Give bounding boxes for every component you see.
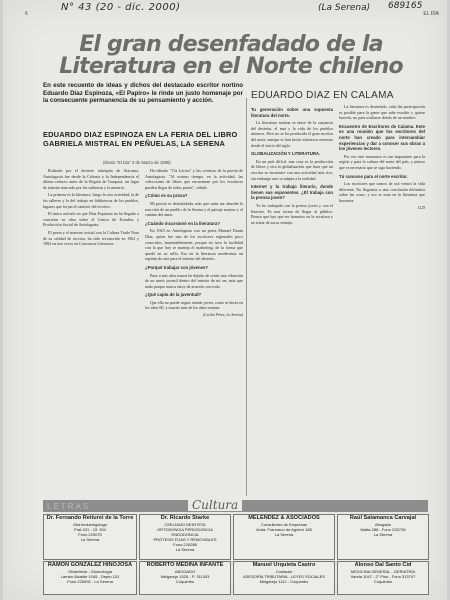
newspaper-page [3, 0, 447, 600]
ad-name: Dr. Fernando Reiturei de la Torre [46, 515, 134, 521]
ads-section-header [43, 500, 428, 512]
classified-ad [43, 514, 137, 560]
ad-line: Varela 1047 - 2° Piso - Fono 313707 [350, 574, 416, 579]
ad-line: Prat 431 - Of. 304 [74, 527, 106, 532]
ad-line: La Serena [80, 537, 100, 542]
ad-line: Melgarejo 1525 - F: 311303 [160, 574, 210, 579]
classified-ad [337, 561, 429, 595]
ad-line: Melgarejo 1112 - Coquimbo [259, 579, 309, 584]
paragraph: Pues a mis años nunca he dejado de sentir una vibración de un sentir juvenil dentro del interior de mi ser, más que nada porque nunca estoy de acuerdo con todo. [145, 272, 243, 289]
column-divider [246, 98, 247, 496]
byline: (Cecilia Pérez, La Serena) [202, 313, 243, 318]
ads-section-label: Cultura [188, 499, 242, 511]
article-column-2 [145, 168, 243, 494]
ad-name: Dr. Ricardo Starke [160, 515, 210, 521]
paragraph: Rodeado por el desierto inhóspito de Atacama, Antofagasta fue desde la Colonia y la Independencia el último reducto antes de la Región de Tarapacá, un lugar de tránsito marcado por las salitreras y la minería. [43, 168, 139, 190]
ad-line: La Serena [373, 532, 393, 537]
classified-ad [139, 561, 231, 595]
ad-name: ROBERTO MEDINA INFANTE [146, 562, 224, 568]
classified-ad [337, 514, 429, 560]
ad-name: RAMÓN GONZÁLEZ HINOJOSA [47, 562, 133, 568]
paragraph: Ha editado "Vía Láctea" y las crónicas de la poesía de Antofagasta. "Al mismo tiempo, en la actividad, las colecciones de libros que encuentran por los escritores pueden llegar de todas partes", señaló. [145, 168, 243, 190]
ad-line: Fono 226592 - La Serena [67, 579, 113, 584]
box-subtitle: (Diario "El Día" 2 de Marzo de 1998) [103, 160, 171, 165]
classified-ad [233, 514, 335, 560]
paragraph: Mi poesía es desenfadada, más que nada me absorbe la reacción de un pueblo de la Serena y el paisaje marino y el camino del amor. [145, 200, 243, 218]
side-heading: EDUARDO DIAZ EN CALAMA [251, 90, 394, 101]
ad-line: ORTODONCIA PERIODONCIA [157, 527, 213, 532]
question: Internet y la trabajo literario, donde tienen sus exponentes. ¿Él trabaja con la prensa joven? [251, 184, 333, 201]
article-column-3 [251, 104, 333, 496]
paragraph: La primera es la literatura, luego la otra actividad, la de los talleres y la del trabajo en bibliotecas de los pueblos, lugares que forjan el carácter del escritor. [43, 192, 139, 209]
ad-line: PRÓTESIS FIJAS Y REMOVIBLES [153, 537, 217, 542]
ad-name: Alonso Dal Santo Cid [354, 562, 412, 568]
ad-line: Abogado [374, 522, 391, 527]
classified-ad [43, 561, 137, 595]
ad-line: Otorrinolaringólogo [72, 522, 108, 527]
paragraph: Que ella no puede seguir siendo joven, como se decía en los años 60, y mucho más de los años sesenta. [145, 299, 243, 311]
section-heading: GLOBALIZACIÓN Y LITERATURA. [251, 151, 321, 157]
classified-ad [139, 514, 231, 560]
ad-line: Obstetricia - Ginecología [67, 569, 113, 574]
ad-line: MEDICINA GENERAL - GERIATRÍA [350, 569, 416, 574]
ad-name: MELENDEZ & ASOCIADOS [248, 515, 320, 521]
handwritten-city-note: (La Serena) [318, 3, 371, 13]
paragraph: El único artículo en que Díaz Espinoza no ha llegado a concretar su obra sobre el Centro de Estudios y Producción Social de Antofagasta. [43, 211, 139, 228]
byline: LCD [417, 205, 425, 210]
headline: El gran desenfadado de la Literatura en el Norte chileno [59, 32, 403, 79]
question: ¿Qué capta de la juventud? [145, 292, 202, 298]
question: Encuentro de Escritores de Calama. Este es una reunión que los escritores del norte han creado para intercambiar experiencias y dar a conocer sus obras a los jóvenes lectores. [339, 123, 425, 152]
ad-line: Avda. Francisco de Aguirre 185 [256, 527, 312, 532]
question: Tú conoces para el norte escritor. [339, 173, 408, 179]
paragraph: Los escritores que somos de acá vemos la vida diferente. No llegamos a una conclusión definitiva sobre las cosas, y eso se nota en la literatura que hacemos. [339, 181, 425, 203]
ad-line: Consultores de Empresas [260, 522, 308, 527]
page-number: 6 [25, 11, 28, 17]
ad-line: ABOGADO [174, 569, 196, 574]
paragraph: La literatura es desenfado, cada día participación es posible para la gente que sabe escribir y quiere hacerlo, no para ocultarse detrás de un nombre. [339, 104, 425, 121]
ad-line: Larraín Alcalde 1045 - Depto 102 [60, 574, 120, 579]
ad-line: CIRUJANO DENTISTA [164, 522, 206, 527]
masthead: EL DÍA [423, 11, 439, 17]
question: Tu generación sobre una supuesta literatura del norte. [251, 107, 333, 118]
paragraph: En un país difícil, una cosa es la producción de libros y otra la globalización que hace que un escritor se encuentre con una actividad más rica, sin embargo uno se adapta a la realidad. [251, 158, 333, 181]
ad-line: Fono 226288 [173, 542, 197, 547]
box-title: EDUARDO DIAZ ESPINOZA EN LA FERIA DEL LIBRO GABRIELA MISTRAL EN PEÑUELAS, LA SERENA [43, 130, 238, 148]
handwritten-issue-note: N° 43 (20 - dic. 2000) [61, 2, 181, 13]
ad-line: ENDODONCIA [171, 532, 199, 537]
ad-name: Raúl Salamanca Carvajal [349, 515, 417, 521]
ad-line: La Serena [274, 532, 294, 537]
classified-ad [233, 561, 335, 595]
ad-line: Matta 288 - Fono 225728 [360, 527, 406, 532]
paragraph: Yo he trabajado con la prensa joven y con el Internet. Es una forma de llegar al público. Pienso que hay que ser honestos en la escritura y no tratar de sacar ventaja. [251, 202, 333, 225]
ad-line: ASESORÍA TRIBUTARIA - LEYES SOCIALES [242, 574, 326, 579]
paragraph: La literatura nortina se nutre de la sustancia del desierto, el mar y la vida de los pueblos mineros. Pero no se ha producido el gran escritor del norte, aunque se han hecho esfuerzos enormes desde el inicio del siglo. [251, 120, 333, 148]
question: ¿Cuándo incursionó en la literatura? [145, 220, 220, 226]
ad-line: La Serena [175, 547, 195, 552]
question: ¿Cómo es su prosa? [145, 193, 188, 199]
question: ¿Porqué trabajar con jóvenes? [145, 264, 209, 270]
ad-line: Coquimbo [373, 579, 393, 584]
paragraph: Por eso este encuentro es tan importante para la región y para la cultura del norte del país, y pienso que es necesario que se siga haciendo. [339, 153, 425, 170]
article-column-1 [43, 168, 139, 494]
ads-bar-text: LETRAS [47, 502, 91, 511]
paragraph: El poeta y el maestro inicial con la Cultura Trade Nota de su calidad de escritor, ha sido reconocido en 1962 y 1982 en tres veces en Concursos Literarios. [43, 229, 139, 247]
deck: En este recuento de ideas y dichos del destacado escritor nortino Eduardo Díaz Espinoza, «El Papiro» le rinde un justo homenaje por la consecuente permanencia de su pensamiento y acción. [43, 82, 243, 105]
ad-name: Manuel Urquieta Castro [252, 562, 316, 568]
ad-line: Contador [275, 569, 293, 574]
handwritten-catalog-number: 689165 [388, 1, 423, 11]
paragraph: En 1943 en Antofagasta con un poeta Manuel Durán Díaz, quien fue uno de los escritores regionales poco conocidos, lamentablemente, porque no tuvo la facilidad con la que hoy se maneja el marketing, de la forma que quedó en su sello. Era en la literatura modernista un espíritu de arte para el interior del desierto. [145, 228, 243, 262]
ad-line: Fono 225075 [78, 532, 102, 537]
article-column-4 [339, 104, 425, 496]
ad-line: Coquimbo [175, 579, 195, 584]
